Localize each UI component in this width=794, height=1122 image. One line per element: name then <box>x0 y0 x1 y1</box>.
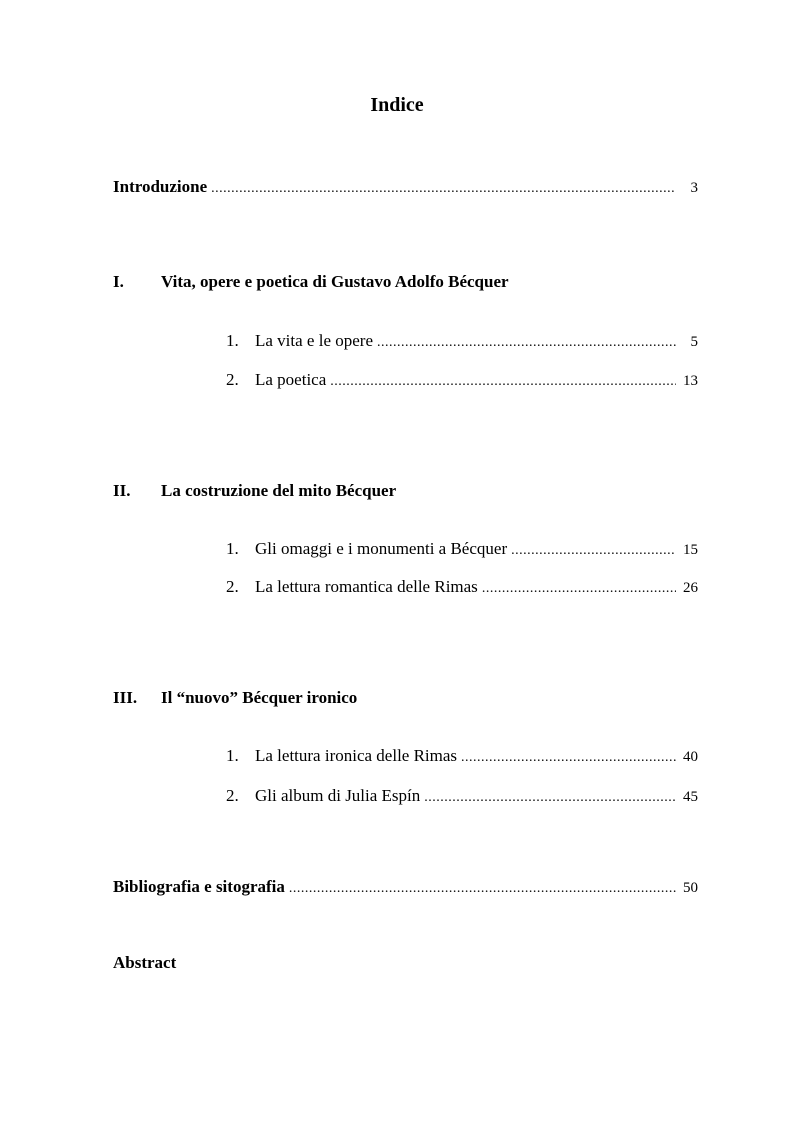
toc-entry-abstract[interactable] <box>113 953 176 973</box>
chapter-title: Il “nuovo” Bécquer ironico <box>161 688 358 707</box>
dot-leader <box>330 374 676 390</box>
dot-leader <box>511 543 676 559</box>
dot-leader <box>461 750 676 766</box>
chapter-number: I. <box>113 272 124 291</box>
toc-entry-label: La vita e le opere <box>255 331 373 350</box>
toc-entry-label: La lettura ironica delle Rimas <box>255 746 458 765</box>
chapter-title: Vita, opere e poetica di Gustavo Adolfo Bécquer <box>161 272 509 291</box>
chapter-title: La costruzione del mito Bécquer <box>161 481 397 500</box>
page-title: Indice <box>370 94 424 116</box>
toc-entry-section[interactable] <box>226 577 698 597</box>
chapter-number: II. <box>113 481 131 500</box>
toc-entry-label: La lettura romantica delle Rimas <box>255 577 478 596</box>
toc-entry-section[interactable] <box>226 746 698 766</box>
toc-page-number: 3 <box>690 180 698 196</box>
chapter-number: III. <box>113 688 138 707</box>
toc-entry-label: Abstract <box>113 953 177 972</box>
section-number: 1. <box>226 539 239 558</box>
toc-page-number: 15 <box>683 542 698 558</box>
toc-entry-section[interactable] <box>226 331 698 351</box>
toc-entry-bibliography[interactable] <box>113 877 698 897</box>
chapter-heading-1[interactable] <box>113 272 509 292</box>
toc-entry-label: Introduzione <box>113 177 208 196</box>
toc-entry-section[interactable] <box>226 539 698 559</box>
toc-page-number: 13 <box>683 373 698 389</box>
toc-entry-introduction[interactable] <box>113 177 698 197</box>
toc-page-number: 40 <box>683 749 698 765</box>
toc-page-number: 45 <box>683 789 698 805</box>
dot-leader <box>424 790 676 806</box>
toc-entry-label: Gli album di Julia Espín <box>255 786 421 805</box>
section-number: 1. <box>226 331 239 350</box>
dot-leader <box>289 881 676 897</box>
dot-leader <box>482 581 676 597</box>
dot-leader <box>211 181 676 197</box>
dot-leader <box>377 335 676 351</box>
toc-page-number: 5 <box>690 334 698 350</box>
section-number: 2. <box>226 577 239 596</box>
section-number: 1. <box>226 746 239 765</box>
section-number: 2. <box>226 370 239 389</box>
section-number: 2. <box>226 786 239 805</box>
toc-page-number: 50 <box>683 880 698 896</box>
toc-entry-section[interactable] <box>226 786 698 806</box>
toc-entry-label: La poetica <box>255 370 327 389</box>
toc-entry-section[interactable] <box>226 370 698 390</box>
toc-page-number: 26 <box>683 580 698 596</box>
toc-entry-label: Bibliografia e sitografia <box>113 877 285 896</box>
chapter-heading-3[interactable] <box>113 688 357 708</box>
chapter-heading-2[interactable] <box>113 481 396 501</box>
toc-entry-label: Gli omaggi e i monumenti a Bécquer <box>255 539 508 558</box>
